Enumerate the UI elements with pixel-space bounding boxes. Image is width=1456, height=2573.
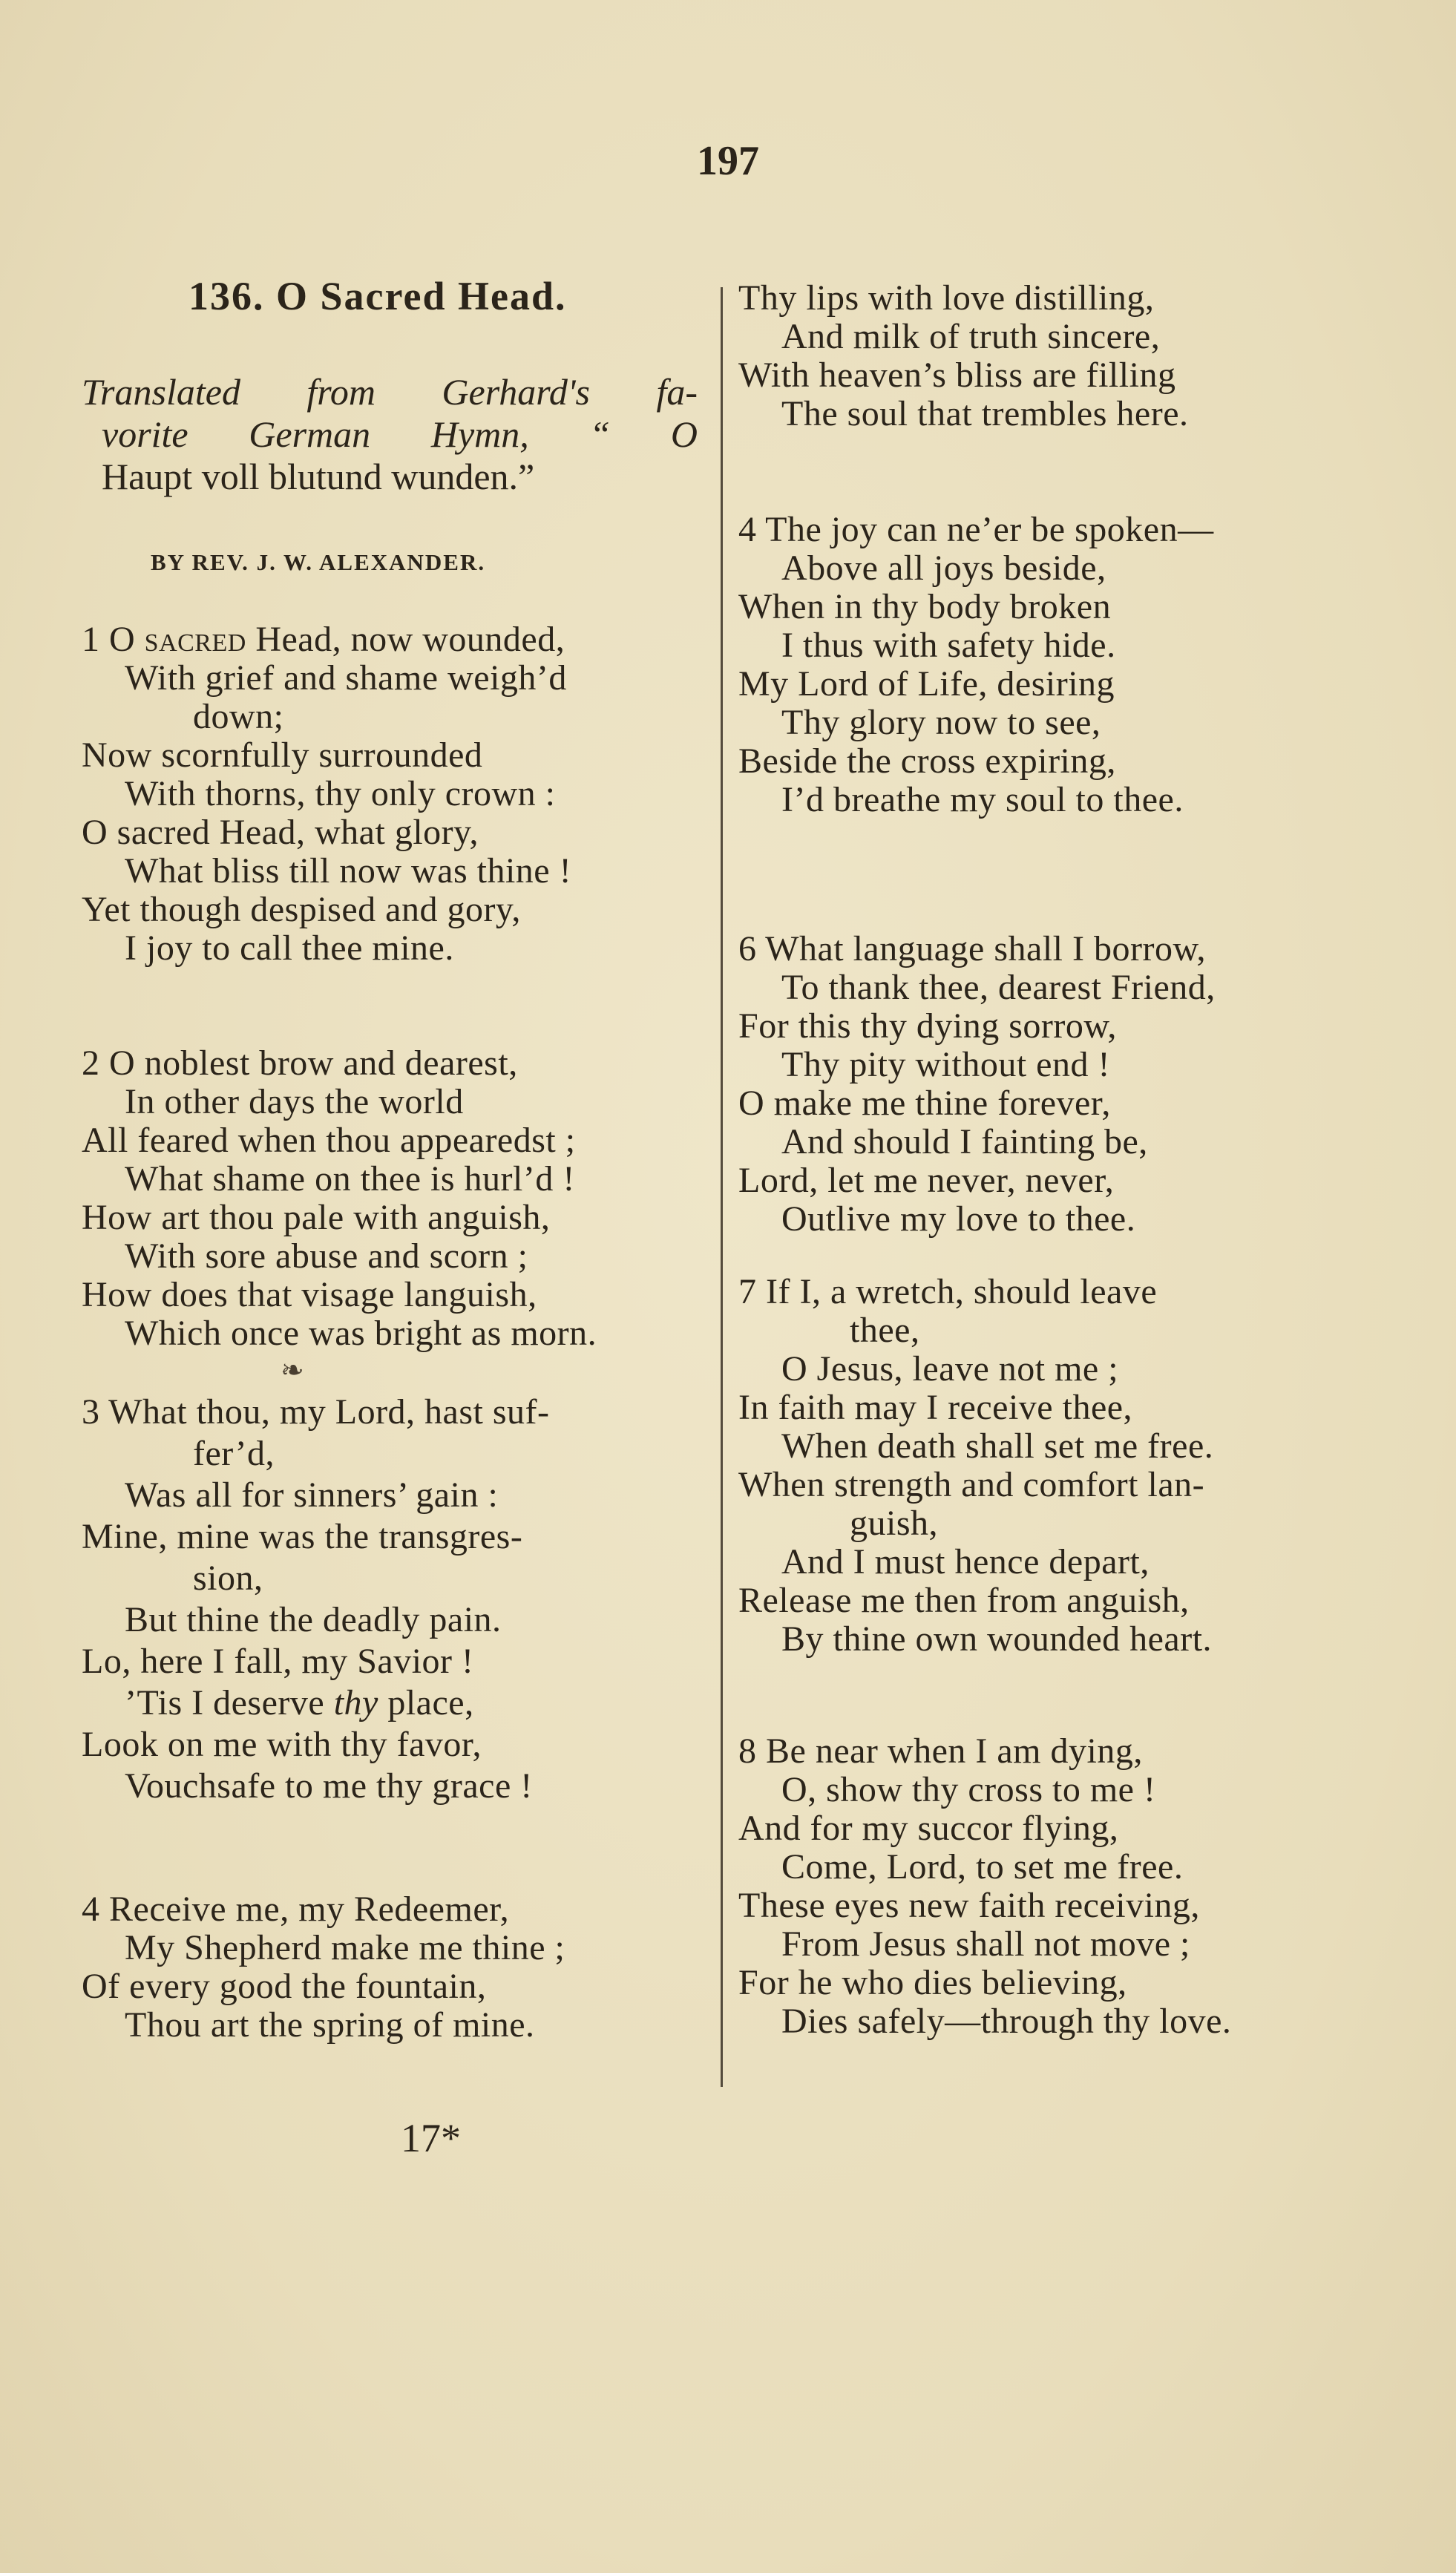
verse-line: Thou art the spring of mine. xyxy=(125,2005,535,2045)
ornament-icon: ❧ xyxy=(281,1355,304,1386)
verse-line: Now scornfully surrounded xyxy=(82,735,483,775)
verse-line: O, show thy cross to me ! xyxy=(781,1770,1156,1809)
verse-line: Lo, here I fall, my Savior ! xyxy=(82,1642,474,1681)
verse-line: O make me thine forever, xyxy=(738,1084,1111,1123)
stanza-4-continued xyxy=(738,279,1189,433)
verse-line: Yet though despised and gory, xyxy=(82,890,521,929)
author-byline: BY REV. J. W. ALEXANDER. xyxy=(151,549,486,575)
verse-line: Lord, let me never, never, xyxy=(738,1161,1115,1200)
verse-line: My Lord of Life, desiring xyxy=(738,664,1115,704)
verse-line: Release me then from anguish, xyxy=(738,1581,1190,1620)
verse-line xyxy=(82,620,571,659)
verse-line: Beside the cross expiring, xyxy=(738,741,1116,781)
verse-line: 7 If I, a wretch, should leave xyxy=(738,1272,1158,1311)
verse-line: And for my succor flying, xyxy=(738,1809,1119,1848)
verse-line: Thy lips with love distilling, xyxy=(738,278,1155,318)
column-divider xyxy=(721,287,723,2087)
verse-line: down; xyxy=(193,697,284,736)
verse-line: With sore abuse and scorn ; xyxy=(125,1236,528,1276)
verse-line: When death shall set me free. xyxy=(781,1426,1214,1466)
verse-line: Mine, mine was the transgres- xyxy=(82,1517,523,1556)
verse-line: And milk of truth sincere, xyxy=(781,317,1161,356)
verse-line: 4 The joy can ne’er be spoken— xyxy=(738,510,1214,549)
verse-text: place, xyxy=(378,1683,474,1723)
verse-line: Was all for sinners’ gain : xyxy=(125,1475,499,1515)
verse-line: Outlive my love to thee. xyxy=(781,1199,1136,1239)
verse-line: Of every good the fountain, xyxy=(82,1967,487,2006)
verse-line: fer’d, xyxy=(193,1434,275,1473)
verse-line: 6 What language shall I borrow, xyxy=(738,929,1206,968)
verse-line: What bliss till now was thine ! xyxy=(125,851,572,891)
verse-line: 3 What thou, my Lord, hast suf- xyxy=(82,1392,550,1432)
hymn-intro xyxy=(82,371,698,498)
verse-line: In faith may I receive thee, xyxy=(738,1388,1133,1427)
verse-line: How does that visage languish, xyxy=(82,1275,537,1314)
stanza-2 xyxy=(82,1044,597,1353)
verse-line: I joy to call thee mine. xyxy=(125,928,454,968)
stanza-number: 1 xyxy=(82,620,100,659)
verse-line: Thy pity without end ! xyxy=(781,1045,1110,1084)
intro-line: Haupt voll blutund wunden.” xyxy=(102,456,535,497)
stanza-8 xyxy=(738,1732,1231,2041)
verse-line: In other days the world xyxy=(125,1082,464,1121)
verse-line: O Jesus, leave not me ; xyxy=(781,1349,1119,1389)
signature-mark: 17* xyxy=(401,2116,461,2160)
verse-line: By thine own wounded heart. xyxy=(781,1619,1213,1659)
verse-line: And should I fainting be, xyxy=(781,1122,1148,1161)
verse-line: To thank thee, dearest Friend, xyxy=(781,968,1216,1007)
verse-line: All feared when thou appearedst ; xyxy=(82,1121,576,1160)
verse-line: The soul that trembles here. xyxy=(781,394,1189,433)
stanza-1 xyxy=(82,620,571,968)
verse-line: 4 Receive me, my Redeemer, xyxy=(82,1889,510,1929)
verse-line: I thus with safety hide. xyxy=(781,626,1116,665)
verse-line: These eyes new faith receiving, xyxy=(738,1886,1200,1925)
stanza-6 xyxy=(738,930,1216,1239)
verse-line: How art thou pale with anguish, xyxy=(82,1198,551,1237)
verse-line: Vouchsafe to me thy grace ! xyxy=(125,1766,533,1806)
intro-line: Translated from Gerhard's fa- xyxy=(82,371,698,413)
verse-line: And I must hence depart, xyxy=(781,1542,1150,1582)
verse-line: When strength and comfort lan- xyxy=(738,1465,1205,1504)
verse-line: guish, xyxy=(850,1504,939,1543)
verse-line: Above all joys beside, xyxy=(781,548,1106,588)
stanza-4 xyxy=(82,1890,565,2045)
verse-line: With grief and shame weigh’d xyxy=(125,658,567,698)
small-caps-opening: O sacred xyxy=(109,620,246,659)
stanza-3 xyxy=(82,1392,550,1807)
stanza-7 xyxy=(738,1273,1213,1659)
verse-line: thee, xyxy=(850,1311,920,1350)
verse-line: I’d breathe my soul to thee. xyxy=(781,780,1184,819)
italic-word: thy xyxy=(333,1683,378,1723)
page-number: 197 xyxy=(697,138,759,184)
verse-line: With heaven’s bliss are filling xyxy=(738,355,1176,395)
verse-line: 8 Be near when I am dying, xyxy=(738,1731,1143,1771)
verse-line: When in thy body broken xyxy=(738,587,1112,626)
intro-line: vorite German Hymn, “ O xyxy=(102,413,698,455)
verse-line xyxy=(82,1682,550,1724)
verse-line: Thy glory now to see, xyxy=(781,703,1101,742)
verse-line: My Shepherd make me thine ; xyxy=(125,1928,565,1967)
verse-line: sion, xyxy=(193,1558,263,1598)
verse-text: ’Tis I deserve xyxy=(125,1683,334,1723)
verse-line: With thorns, thy only crown : xyxy=(125,774,556,813)
hymn-title: 136. O Sacred Head. xyxy=(188,274,567,318)
verse-line: For this thy dying sorrow, xyxy=(738,1006,1117,1046)
verse-line: Dies safely—through thy love. xyxy=(781,2002,1232,2041)
verse-text: Head, now wounded, xyxy=(246,620,565,659)
verse-line: Come, Lord, to set me free. xyxy=(781,1847,1184,1887)
verse-line: What shame on thee is hurl’d ! xyxy=(125,1159,575,1199)
verse-line: But thine the deadly pain. xyxy=(125,1600,502,1639)
verse-line: From Jesus shall not move ; xyxy=(781,1924,1190,1964)
verse-line: For he who dies believing, xyxy=(738,1963,1127,2002)
stanza-5 xyxy=(738,511,1214,819)
verse-line: O sacred Head, what glory, xyxy=(82,813,479,852)
verse-line: 2 O noblest brow and dearest, xyxy=(82,1043,518,1083)
verse-line: Look on me with thy favor, xyxy=(82,1725,482,1764)
verse-line: Which once was bright as morn. xyxy=(125,1314,597,1353)
